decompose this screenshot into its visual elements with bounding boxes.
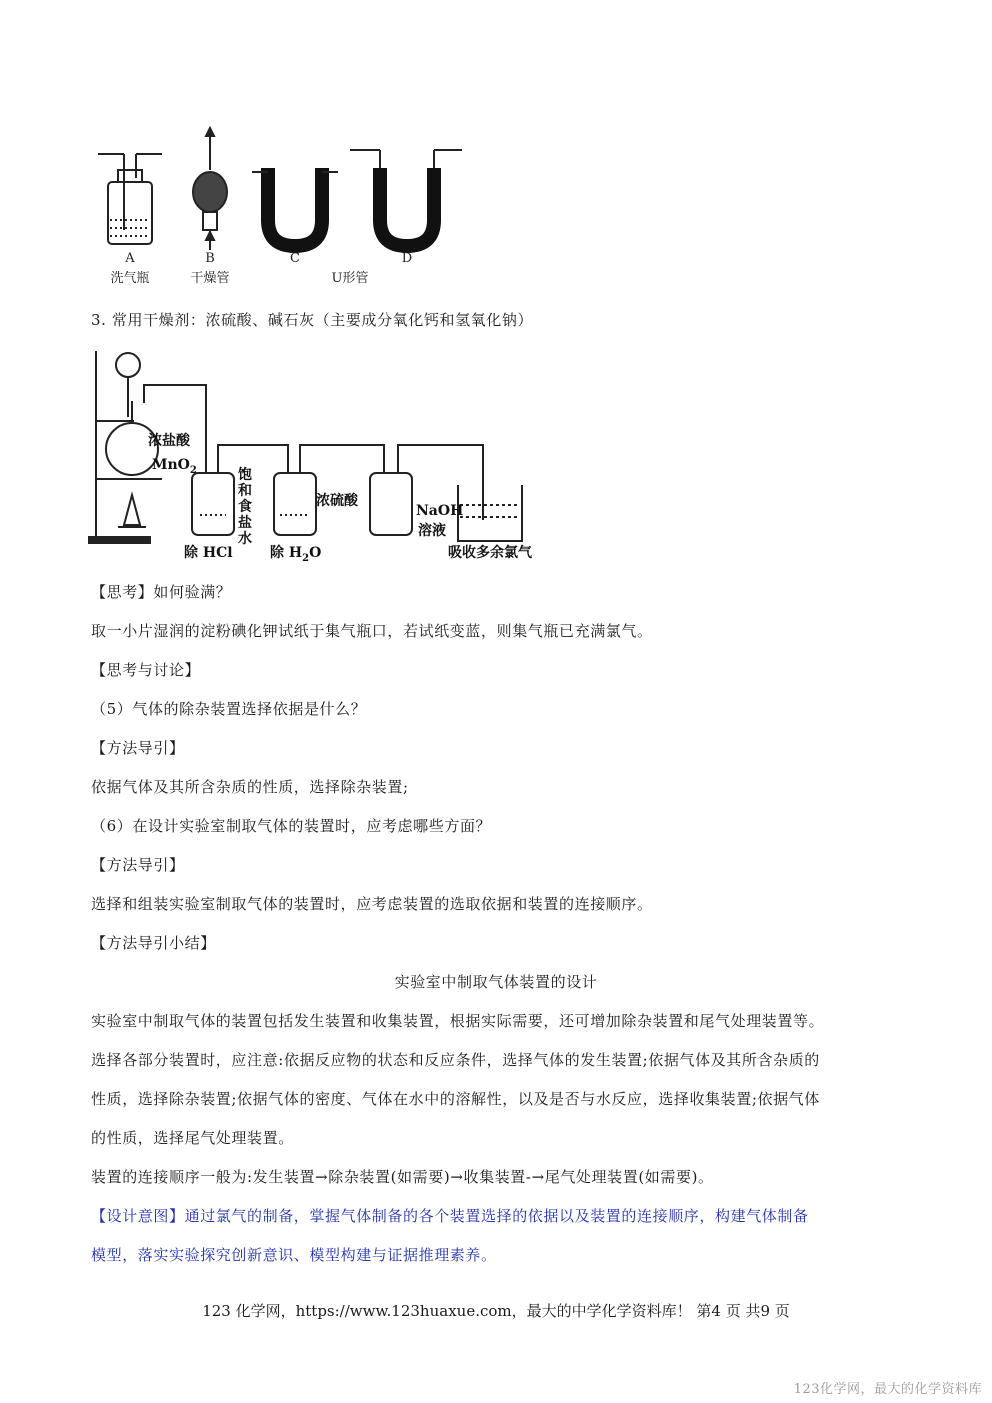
label-d: D xyxy=(401,251,413,266)
summary-paragraph-2-line-1: 选择各部分装置时，应注意:依据反应物的状态和反应条件，选择气体的发生装置;依据气体及其所含杂质的 xyxy=(91,1051,820,1069)
summary-paragraph-2-line-2: 性质，选择除杂装置;依据气体的密度、气体在水中的溶解性，以及是否与水反应，选择收集装置;依据气体 xyxy=(91,1090,820,1108)
label-saturated-salt-water-4: 盐 xyxy=(238,515,252,531)
wash-bottle-drawing xyxy=(98,154,162,244)
label-remove-h2o: 除 $H_2O$ xyxy=(270,545,322,564)
connection-order: 装置的连接顺序一般为:发生装置→除杂装置(如需要)→收集装置-→尾气处理装置(如需要)。 xyxy=(91,1168,714,1186)
summary-paragraph-2-line-3: 的性质，选择尾气处理装置。 xyxy=(91,1129,294,1147)
label-a: A xyxy=(125,251,135,266)
drying-agents-line: 3. 常用干燥剂：浓硫酸、碱石灰（主要成分氧化钙和氢氧化钠） xyxy=(91,311,534,329)
label-saturated-salt-water-1: 饱 xyxy=(238,467,252,483)
method-guide-heading-2: 【方法导引】 xyxy=(91,856,185,874)
label-b: B xyxy=(205,251,215,266)
label-absorb-cl2: 吸收多余氯气 xyxy=(448,545,532,561)
label-saturated-salt-water-2: 和 xyxy=(238,483,252,499)
page-footer: 123 化学网，https://www.123huaxue.com，最大的中学化学资料库！ 第4 页 共9 页 xyxy=(202,1302,790,1320)
summary-title: 实验室中制取气体装置的设计 xyxy=(394,973,598,991)
label-saturated-salt-water-3: 食 xyxy=(238,499,252,515)
label-saturated-salt-water-5: 水 xyxy=(238,531,252,547)
question-5: （5）气体的除杂装置选择依据是什么？ xyxy=(91,700,367,718)
design-intent-line-2: 模型，落实实验探究创新意识、模型构建与证据推理素养。 xyxy=(91,1246,497,1264)
caption-u-tube: U形管 xyxy=(331,271,369,286)
label-conc-hcl: 浓盐酸 xyxy=(148,433,190,449)
method-guide-summary-heading: 【方法导引小结】 xyxy=(91,934,216,952)
think-question: 【思考】如何验满？ xyxy=(91,583,232,601)
label-naoh: NaOH xyxy=(416,503,464,519)
u-tube-c-drawing xyxy=(252,168,338,246)
gas-apparatus-figure xyxy=(90,120,470,290)
caption-wash-bottle: 洗气瓶 xyxy=(110,271,150,286)
label-c: C xyxy=(290,251,300,266)
answer-6: 选择和组装实验室制取气体的装置时，应考虑装置的选取依据和装置的连接顺序。 xyxy=(91,895,653,913)
label-remove-hcl: 除 HCl xyxy=(184,545,233,561)
caption-drying-tube: 干燥管 xyxy=(190,271,230,286)
method-guide-heading-1: 【方法导引】 xyxy=(91,739,185,757)
label-solution: 溶液 xyxy=(418,523,446,539)
answer-5: 依据气体及其所含杂质的性质，选择除杂装置; xyxy=(91,778,409,796)
label-mno2: MnO$_2$ xyxy=(152,457,197,476)
question-6: （6）在设计实验室制取气体的装置时，应考虑哪些方面？ xyxy=(91,817,492,835)
summary-paragraph-1: 实验室中制取气体的装置包括发生装置和收集装置，根据实际需要，还可增加除杂装置和尾气处理装置等。 xyxy=(91,1012,825,1030)
think-answer: 取一小片湿润的淀粉碘化钾试纸于集气瓶口，若试纸变蓝，则集气瓶已充满氯气。 xyxy=(91,622,653,640)
watermark: 123化学网，最大的化学资料库 xyxy=(793,1382,982,1397)
chlorine-apparatus-figure xyxy=(88,345,558,570)
discussion-heading: 【思考与讨论】 xyxy=(91,661,201,679)
design-intent-line-1: 【设计意图】通过氯气的制备，掌握气体制备的各个装置选择的依据以及装置的连接顺序，构建气体制备 xyxy=(91,1207,809,1225)
u-tube-d-drawing xyxy=(350,150,462,246)
drying-tube-drawing xyxy=(193,128,227,250)
label-conc-h2so4: 浓硫酸 xyxy=(316,493,358,509)
